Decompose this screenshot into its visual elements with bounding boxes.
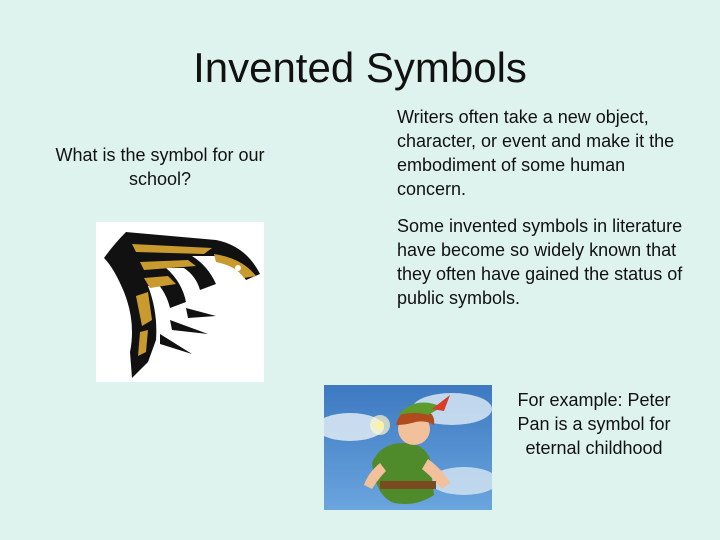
paragraph-public-symbols: Some invented symbols in literature have become so widely known that they often have gained the status of public symbols.	[397, 216, 683, 308]
peter-pan-example-text: For example: Peter Pan is a symbol for eternal childhood	[517, 390, 671, 458]
falcon-logo-image	[96, 222, 264, 382]
peter-pan-icon	[324, 385, 492, 510]
peter-pan-image	[324, 385, 492, 510]
slide-title: Invented Symbols	[193, 44, 527, 91]
falcon-logo-icon	[96, 222, 264, 382]
school-symbol-question: What is the symbol for our school?	[55, 145, 265, 189]
paragraph-invented-symbols-definition: Writers often take a new object, character, or event and make it the embodiment of some human concern.	[397, 107, 675, 199]
